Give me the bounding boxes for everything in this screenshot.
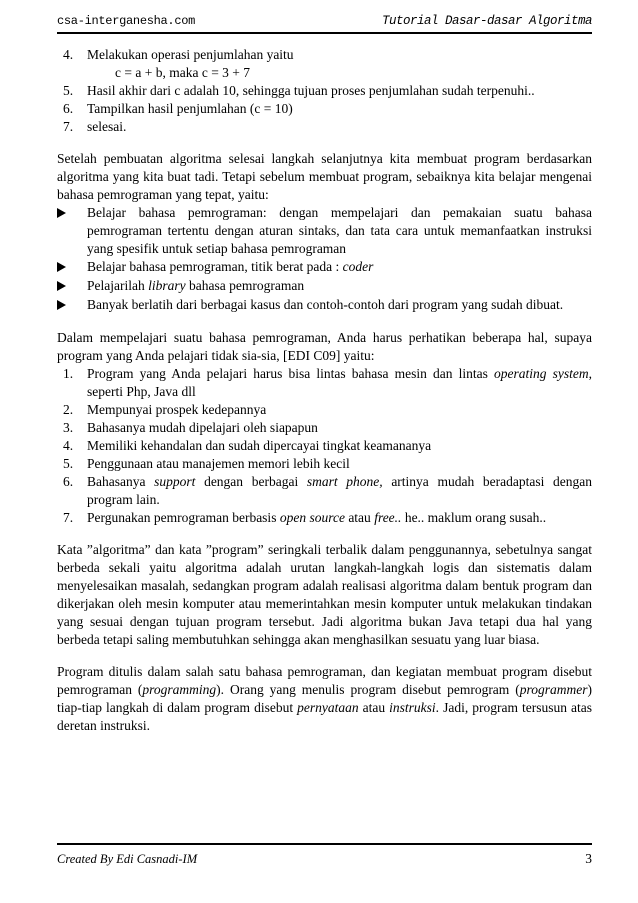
arrow-bullet-icon <box>57 204 87 258</box>
list-marker: 7. <box>63 510 74 525</box>
page-header <box>0 0 638 32</box>
list-item <box>57 437 592 455</box>
list-item-text: Bahasanya mudah dipelajari oleh siapapun <box>87 420 318 435</box>
arrow-bullet-icon <box>57 296 87 315</box>
list-item-text: Belajar bahasa pemrograman: dengan mempelajari dan pemakaian suatu bahasa pemrograman tertentu dengan aturan sintaks, dan tata cara untuk memanfaatkan instruksi yang spesifik untuk setiap bahasa pemrograman <box>87 205 592 256</box>
list-marker: 5. <box>63 83 74 98</box>
list-item <box>57 296 592 315</box>
document-body <box>0 34 638 735</box>
list-item-text: Melakukan operasi penjumlahan yaitu c = a + b, maka c = 3 + 7 <box>87 47 294 80</box>
arrow-bullet-icon <box>57 262 66 272</box>
header-document-title: Tutorial Dasar-dasar Algoritma <box>381 14 592 28</box>
list-marker: 5. <box>63 456 74 471</box>
list-item-text: Pergunakan pemrograman berbasis open source atau free.. he.. maklum orang susah.. <box>87 510 547 525</box>
list-item-text: Mempunyai prospek kedepannya <box>87 402 267 417</box>
list-item <box>57 100 592 118</box>
list-item <box>57 82 592 100</box>
list-item <box>57 46 592 82</box>
list-item <box>57 118 592 136</box>
arrow-bullet-icon <box>57 300 66 310</box>
arrow-bullet-icon <box>57 281 66 291</box>
list-marker: 2. <box>63 402 74 417</box>
header-site-name: csa-interganesha.com <box>57 14 196 28</box>
arrow-bullet-icon <box>57 258 87 277</box>
paragraph: Kata ”algoritma” dan kata ”program” seringkali terbalik dalam penggunannya, sebetulnya sangat berbeda sekali yaitu algoritma adalah urutan langkah-langkah logis dan sistematis dalam menyelesaikan masalah, sedangkan program adalah realisasi algoritma dalam bentuk program dan dikerjakan oleh mesin komputer atau memerintahkan mesin komputer untuk melakukan tindakan yang sesuai dengan tujuan program tersebut. Jadi algoritma bukan Java tetapi dua hal yang berbeda tetapi saling membutuhkan sehingga akan menghasilkan sesuatu yang luar biasa. <box>57 542 592 647</box>
footer-author: Created By Edi Casnadi-IM <box>57 852 198 866</box>
list-item <box>57 473 592 509</box>
page-footer <box>57 851 592 867</box>
list-item <box>57 365 592 401</box>
list-marker: 4. <box>63 47 74 62</box>
list-item-text: Bahasanya support dengan berbagai smart phone, artinya mudah beradaptasi dengan program lain. <box>87 474 592 507</box>
list-marker: 3. <box>63 420 74 435</box>
list-item <box>57 401 592 419</box>
footer-page-number: 3 <box>585 851 592 866</box>
list-marker: 6. <box>63 101 74 116</box>
arrow-bullet-icon <box>57 208 66 218</box>
list-item-text: Hasil akhir dari c adalah 10, sehingga tujuan proses penjumlahan sudah terpenuhi.. <box>87 83 535 98</box>
arrow-bullet-icon <box>57 277 87 296</box>
paragraph: Setelah pembuatan algoritma selesai langkah selanjutnya kita membuat program berdasarkan algoritma yang kita buat tadi. Tetapi sebelum membuat program, sebaiknya kita belajar mengenai bahasa pemrograman yang tepat, yaitu: <box>57 151 592 202</box>
list-item <box>57 277 592 296</box>
list-marker: 4. <box>63 438 74 453</box>
list-item-text: Banyak berlatih dari berbagai kasus dan contoh-contoh dari program yang sudah dibuat. <box>87 297 564 312</box>
list-marker: 1. <box>63 366 74 381</box>
list-item <box>57 509 592 527</box>
list-marker: 6. <box>63 474 74 489</box>
list-item <box>57 455 592 473</box>
list-item-text: Program yang Anda pelajari harus bisa lintas bahasa mesin dan lintas operating system, seperti Php, Java dll <box>87 366 593 399</box>
list-marker: 7. <box>63 119 74 134</box>
ordered-list <box>57 46 592 136</box>
list-item-text: Belajar bahasa pemrograman, titik berat pada : coder <box>87 259 374 274</box>
paragraph: Dalam mempelajari suatu bahasa pemrograman, Anda harus perhatikan beberapa hal, supaya program yang Anda pelajari tidak sia-sia, [EDI C09] yaitu: <box>57 330 592 363</box>
list-item <box>57 419 592 437</box>
list-item-text: Memiliki kehandalan dan sudah dipercayai tingkat keamananya <box>87 438 432 453</box>
list-item <box>57 204 592 258</box>
list-item-text: selesai. <box>87 119 127 134</box>
paragraph: Program ditulis dalam salah satu bahasa pemrograman, dan kegiatan membuat program disebut pemrograman (programming). Orang yang menulis program disebut pemrogram (programmer) tiap-tiap langkah di dalam program disebut pernyataan atau instruksi. Jadi, program tersusun atas deretan instruksi. <box>57 664 592 733</box>
ordered-list <box>57 365 592 527</box>
footer-divider <box>57 843 592 845</box>
list-item <box>57 258 592 277</box>
bullet-list <box>57 204 592 315</box>
list-item-text: Tampilkan hasil penjumlahan (c = 10) <box>87 101 293 116</box>
list-item-text: Pelajarilah library bahasa pemrograman <box>87 278 305 293</box>
list-item-text: Penggunaan atau manajemen memori lebih kecil <box>87 456 350 471</box>
